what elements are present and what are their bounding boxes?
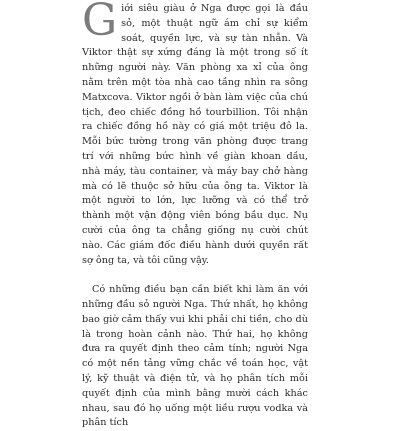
paragraph-1-text: iới siêu giàu ở Nga được gọi là đầu sỏ, một thuật ngữ ám chỉ sự kiểm soát, quyền lực, và sự tàn nhẫn. Và Viktor thật sự xứng đáng là một trong số ít những người này. Văn phòng xa xỉ của ông nằm trên một tòa nhà cao tầng nhìn ra sông Matxcova. Viktor ngồi ở bàn làm việc của chú tịch, đeo chiếc đồng hồ tourbillion. Tôi nhận ra chiếc đồng hồ này có giá một triệu đô la. Mỗi bức tường trong văn phòng được trang trí với những bức hình về giàn khoan dầu, nhà máy, tàu container, và máy bay chở hàng mà có lẽ thuộc sở hữu của ông ta. Viktor là một người to lớn, lực lưỡng và có thể trở thành một vận động viên bóng bầu dục. Nụ cười của ông ta chẳng giống nụ cười chút nào. Các giám đốc điều hành dưới quyền rất sợ ông ta, và tôi cũng vậy. [82, 3, 308, 266]
paragraph-2 [82, 283, 308, 431]
drop-cap: G [82, 0, 118, 46]
paragraph-1 [82, 2, 308, 268]
paragraph-2-text: Có những điều bạn cần biết khi làm ăn với những đầu sỏ người Nga. Thứ nhất, họ không bao giờ cảm thấy vui khi phải chi tiền, cho dù là trong hoàn cảnh nào. Thứ hai, họ không đưa ra quyết định theo cảm tính; người Nga có một nền tảng vững chắc về toán học, vật lý, kỹ thuật và điện tử, và họ phân tích mỗi quyết định của mình bằng mười cách khác nhau, sau đó họ uống một liều rượu vodka và phân tích [82, 284, 308, 429]
body-text [82, 2, 308, 431]
